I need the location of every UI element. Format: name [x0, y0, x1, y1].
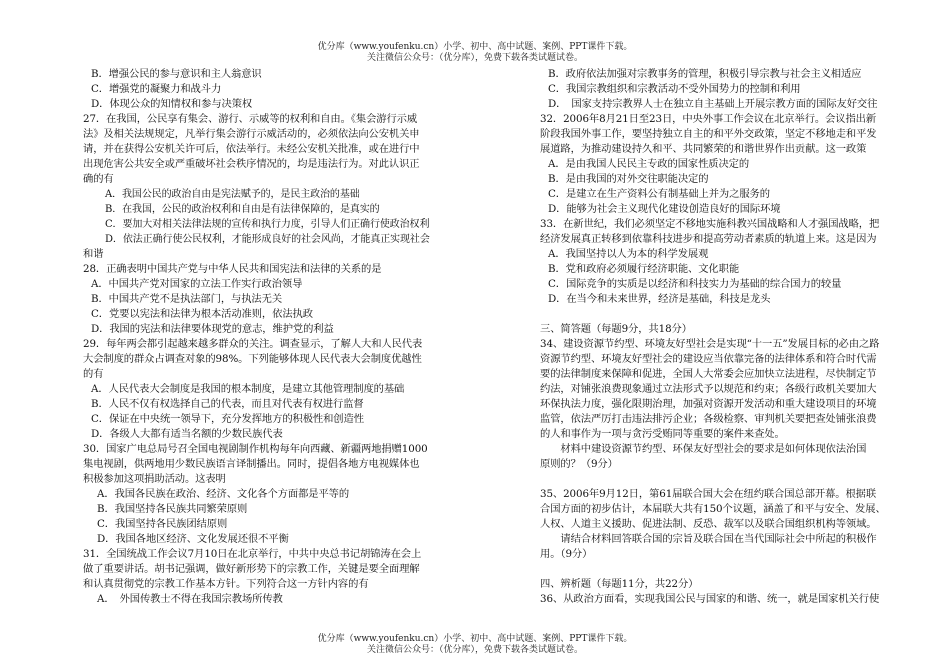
option-d: D．我国各地区经济、文化发展还很不平衡 [97, 533, 289, 545]
text-line: 法》及相关法规规定，凡举行集会游行示威活动的，必须依法向公安机关申 [83, 128, 420, 140]
option-d: D． 国家支持宗教界人士在独立自主基础上开展宗教方面的国际友好交往 [548, 98, 878, 110]
option-c: C．我国宗教组织和宗教活动不受外国势力的控制和利用 [548, 83, 801, 95]
question-29: 29．每年两会都引起越来越多群众的关注。调查显示，了解人大和人民代表 [83, 338, 423, 350]
option-b: B．政府依法加强对宗教事务的管理，积极引导宗教与社会主义相适应 [548, 68, 862, 80]
text-line: 积极参加这项捐助活动。这表明 [83, 473, 226, 485]
question-34: 34、建设资源节约型、环境友好型社会是实现“十一五”发展目标的必由之路 [540, 338, 880, 350]
option-d: D．各级人大都有适当名额的少数民族代表 [91, 428, 283, 440]
text-line: 的有 [83, 368, 104, 380]
question-33: 33．在新世纪，我们必须坚定不移地实施科教兴国战略和人才强国战略，把 [540, 218, 880, 230]
question-32: 32．2006年8月21日至23日，中央外事工作会议在北京举行。会议指出新 [540, 113, 877, 125]
option-c: C．保证在中央统一领导下，充分发挥地方的积极性和创造性 [91, 413, 364, 425]
blank-line [540, 307, 918, 322]
option-a: A．我国公民的政治自由是宪法赋予的，是民主政治的基础 [105, 189, 360, 200]
option-b: B．我国坚持各民族共同繁荣原则 [97, 503, 248, 515]
text-line: 阶段我国外事工作，要坚持独立自主的和平外交政策，坚定不移地走和平发 [540, 128, 877, 140]
option-a: A．人民代表大会制度是我国的根本制度，是建立其他管理制度的基础 [91, 383, 405, 395]
text-line: 经济发展真正转移到依靠科技进步和提高劳动者素质的轨道上来。这是因为 [540, 233, 877, 245]
option-a: A．是由我国人民民主专政的国家性质决定的 [548, 158, 750, 170]
header-line-2: 关注微信公众号：（优分库），免费下载各类试题试卷。 [366, 53, 583, 63]
option-d: D．在当今和未来世界，经济是基础，科技是龙头 [548, 293, 771, 305]
option-d: D．我国的宪法和法律要体现党的意志，维护党的利益 [91, 323, 334, 335]
text-line: B．增强公民的参与意识和主人翁意识 [91, 68, 262, 80]
option-a: A．我国各民族在政治、经济、文化各个方面都是平等的 [97, 488, 350, 500]
text-line: 人权、人道主义援助、促进法制、反恐、裁军以及联合国组织机构等领域。 [540, 518, 877, 530]
option-c: C．是建立在生产资料公有制基础上并为之服务的 [548, 188, 770, 200]
footer-line-1: 优分库（www.youfenku.cn）小学、初中、高中试题、案例、PPT课件下载。 [317, 634, 633, 644]
option-c: C．我国坚持各民族团结原则 [97, 518, 228, 530]
text-line: 做了重要讲话。胡书记强调，做好新形势下的宗教工作，关键是要全面理解 [83, 563, 420, 575]
option-b: B．中国共产党不是执法部门，与执法无关 [91, 293, 283, 305]
option-a: A．我国坚持以人为本的科学发展观 [548, 248, 709, 260]
text-line: 和认真贯彻党的宗教工作基本方针。下列符合这一方针内容的有 [83, 578, 369, 590]
text-line: 原则的？（9分） [540, 458, 618, 470]
option-a: A．中国共产党对国家的立法工作实行政治领导 [91, 278, 303, 290]
text-line: 大会制度的群众占调查对象的98%。下列能够体现人民代表大会制度优越性 [83, 353, 422, 365]
option-a: A． 外国传教士不得在我国宗教场所传教 [97, 593, 283, 605]
option-c: C．党要以宪法和法律为根本活动准则，依法执政 [91, 308, 313, 320]
option-b: B．在我国，公民的政治权利和自由是有法律保障的，是真实的 [105, 204, 380, 215]
page-header [0, 42, 950, 64]
header-line-1: 优分库（www.youfenku.cn）小学、初中、高中试题、案例、PPT课件下载。 [317, 42, 633, 52]
text-line: 的人和事作为一项与贪污受贿同等重要的案件来查处。 [540, 428, 785, 440]
footer-line-2: 关注微信公众号：（优分库），免费下载各类试题试卷。 [366, 645, 583, 655]
page-footer [0, 634, 950, 656]
option-b: B．党和政府必须履行经济职能、文化职能 [548, 263, 740, 275]
question-27: 27．在我国，公民享有集会、游行、示威等的权利和自由。《集会游行示威 [83, 113, 418, 125]
option-b: B．人民不仅有权选择自己的代表，而且对代表有权进行监督 [91, 398, 364, 410]
text-line: 监管，依法严厉打击违法排污企业；各级检察、审判机关要把查处铺张浪费 [540, 413, 877, 425]
text-line: D．体现公众的知情权和参与决策权 [91, 98, 253, 110]
option-c: C．国际竞争的实质是以经济和科技实力为基础的综合国力的较量 [548, 278, 842, 290]
section-heading-3: 三、简答题（每题9分，共18分） [540, 323, 692, 335]
question-35: 35、2006年9月12日，第61届联合国大会在纽约联合国总部开幕。根据联 [540, 488, 877, 500]
text-line: 合国方面的初步估计，本届联大共有150个议题，涵盖了和平与安全、发展、 [540, 503, 886, 515]
section-heading-4: 四、辨析题（每题11分，共22分） [540, 578, 699, 590]
option-d: D．能够为社会主义现代化建设创造良好的国际环境 [548, 203, 781, 215]
option-b: B．是由我国的对外交往职能决定的 [548, 173, 709, 185]
text-line: 确的有 [83, 173, 114, 185]
blank-line [540, 472, 918, 487]
text-line: 用。（9分） [540, 548, 593, 560]
question-34-prompt: 材料中建设资源节约型、环保友好型社会的要求是如何体现依法治国 [540, 443, 867, 455]
left-column [83, 67, 465, 607]
question-35-prompt: 请结合材料回答联合国的宗旨及联合国在当代国际社会中所起的积极作 [540, 533, 877, 545]
text-line: C．增强党的凝聚力和战斗力 [91, 83, 222, 95]
text-line: 环保执法力度，强化限期治理，加强对资源开发活动和重大建设项目的环境 [540, 398, 877, 410]
text-line: 资源节约型、环境友好型社会的建设应当依靠完备的法律体系和符合时代需 [540, 353, 877, 365]
option-d: D．依法正确行使公民权利，才能形成良好的社会风尚，才能真正实现社会 [105, 234, 430, 245]
text-line: 和谐 [83, 248, 104, 260]
text-line: 出现危害公共安全或严重破坏社会秩序情况的，均是违法行为。对此认识正 [83, 158, 420, 170]
text-line: 展道路，为推动建设持久和平、共同繁荣的和谐世界作出贡献。这一政策 [540, 143, 867, 155]
option-c: C．要加大对相关法律法规的宣传和执行力度，引导人们正确行使政治权利 [105, 219, 430, 230]
question-31: 31．全国统战工作会议7月10日在北京举行，中共中央总书记胡锦涛在会上 [83, 548, 422, 560]
text-line: 集电视剧，供两地用少数民族语言译制播出。同时，提倡各地方电视媒体也 [83, 458, 420, 470]
blank-line [540, 562, 918, 577]
text-line: 请，并在获得公安机关许可后，依法举行。未经公安机关批准，或在进行中 [83, 143, 420, 155]
question-28: 28．正确表明中国共产党与中华人民共和国宪法和法律的关系的是 [83, 263, 382, 275]
right-column [540, 67, 918, 607]
text-line: 要的法律制度来保障和促进，全国人大常委会应加快立法进程，尽快制定节 [540, 368, 877, 380]
question-36: 36、从政治方面看，实现我国公民与国家的和谐、统一，就是国家机关行使 [540, 593, 880, 605]
question-30: 30．国家广电总局号召全国电视剧制作机构每年向西藏、新疆两地捐赠1000 [83, 443, 428, 455]
text-line: 约法，对铺张浪费现象通过立法形式予以规范和约束；各级行政机关要加大 [540, 383, 877, 395]
